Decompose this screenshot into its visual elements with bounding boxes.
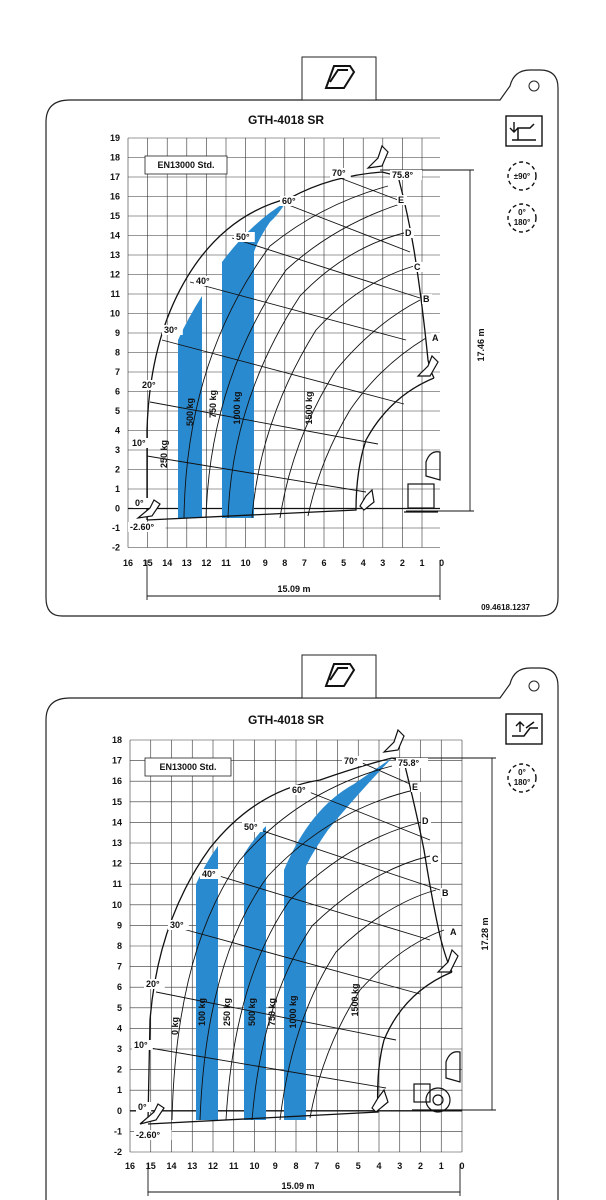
rotation-90-icon (508, 162, 536, 190)
angle-label: 0° (135, 498, 144, 508)
hole-icon (529, 81, 539, 91)
extension-label: A (432, 333, 439, 343)
y-tick-label: 0 (116, 1105, 122, 1116)
x-tick-label: 13 (181, 558, 192, 568)
x-tick-label: 13 (187, 1161, 198, 1171)
rotation-0-180-icon (508, 764, 536, 792)
y-tick-label: 9 (116, 920, 122, 931)
y-tick-label: 10 (111, 899, 122, 910)
x-tick-label: 5 (355, 1161, 361, 1171)
x-tick-label: 11 (228, 1161, 239, 1171)
band-1000kg (284, 758, 392, 1120)
rotation-90-label: ±90° (513, 172, 531, 181)
y-tick-label: 2 (116, 1064, 122, 1075)
angle-label: 40° (196, 276, 210, 286)
hole-icon (529, 681, 539, 691)
band-100kg (196, 846, 218, 1120)
band-1000kg (222, 202, 286, 518)
standard-label-1: EN13000 Std. (157, 160, 215, 170)
angle-label: 20° (146, 979, 160, 989)
x-tick-label: 1 (438, 1161, 444, 1171)
y-tick-label: 6 (116, 982, 122, 993)
extension-label: B (442, 888, 449, 898)
x-tick-label: 6 (321, 558, 327, 568)
x-tick-label: 12 (207, 1161, 219, 1171)
x-tick-label: 9 (272, 1161, 278, 1171)
load-chart-2 (46, 655, 558, 1200)
load-label: 500 kg (247, 997, 257, 1027)
angle-label: 10° (132, 438, 146, 448)
rotation-0-label: 0° (518, 768, 526, 777)
x-tick-label: 7 (314, 1161, 320, 1171)
y-tick-label: 13 (109, 250, 120, 260)
x-tick-label: 3 (397, 1161, 403, 1171)
angle-label: 75.8° (398, 758, 420, 768)
load-chart-1 (46, 57, 558, 616)
y-tick-label: 2 (114, 464, 120, 475)
y-tick-label: -1 (111, 523, 120, 533)
angle-label: 70° (344, 756, 358, 766)
height-label-2: 17.28 m (480, 917, 490, 951)
chart-title-1: GTH-4018 SR (247, 113, 325, 127)
extension-label: B (423, 294, 430, 304)
x-tick-label: 11 (221, 558, 231, 568)
load-label: 100 kg (197, 997, 207, 1027)
angle-labels-2 (132, 756, 428, 1140)
y-tick-label: -2 (113, 1147, 122, 1157)
x-tick-label: 7 (301, 558, 307, 568)
load-label: 750 kg (267, 997, 277, 1027)
rotation-180-label: 180° (513, 778, 531, 787)
y-tick-label: -2 (111, 542, 120, 553)
y-tick-label: 15 (109, 211, 120, 221)
doc-code: 09.4618.1237 (481, 603, 530, 612)
y-tick-label: 12 (111, 858, 122, 869)
angle-label: 50° (236, 232, 250, 242)
y-tick-label: 7 (116, 961, 122, 972)
y-tick-label: 19 (109, 133, 120, 143)
x-tick-label: 4 (376, 1161, 382, 1171)
angle-label: 30° (164, 325, 178, 335)
x-tick-label: 10 (240, 558, 251, 568)
x-tick-label: 8 (293, 1161, 299, 1171)
y-tick-label: 17 (111, 755, 122, 766)
height-label-1: 17.46 m (476, 328, 486, 362)
y-tick-label: 7 (114, 367, 120, 377)
angle-label: 30° (170, 920, 184, 930)
load-label: 500 kg (185, 397, 195, 427)
x-tick-label: 0 (459, 1161, 465, 1171)
x-tick-label: 16 (122, 558, 134, 568)
load-label: 250 kg (159, 439, 169, 469)
load-label: 1500 kg (350, 983, 360, 1017)
y-tick-label: 3 (114, 445, 120, 455)
y-tick-label: 3 (116, 1044, 122, 1054)
stabilizers-down-icon (506, 116, 542, 146)
y-tick-label: 6 (114, 386, 120, 397)
x-tick-label: 12 (201, 558, 212, 568)
attachment-tab (302, 57, 376, 100)
y-tick-label: 10 (109, 308, 120, 319)
x-tick-label: 14 (162, 558, 173, 568)
y-tick-label: 12 (109, 269, 120, 280)
extension-label: D (422, 816, 429, 826)
extension-label: C (414, 262, 421, 272)
extension-label: D (405, 228, 412, 238)
load-label: 1500 kg (304, 391, 314, 425)
y-tick-label: 5 (114, 406, 120, 416)
chart-title-2: GTH-4018 SR (247, 713, 325, 727)
x-tick-label: 6 (334, 1161, 341, 1171)
load-label: 250 kg (222, 997, 232, 1027)
y-tick-label: 1 (114, 484, 120, 494)
angle-label: 60° (292, 785, 306, 795)
angle-label: 20° (142, 380, 156, 390)
y-tick-label: -1 (113, 1126, 122, 1137)
reach-label-2: 15.09 m (281, 1181, 315, 1191)
x-tick-label: 3 (380, 558, 386, 568)
rotation-0-180-icon (508, 204, 536, 232)
y-tick-label: 1 (116, 1085, 122, 1096)
standard-label-2: EN13000 Std. (159, 762, 217, 772)
x-tick-label: 14 (166, 1161, 177, 1171)
y-tick-label: 18 (111, 735, 122, 745)
x-tick-label: 15 (145, 1161, 156, 1171)
y-tick-label: 9 (114, 328, 120, 338)
y-tick-label: 16 (111, 776, 122, 787)
y-tick-label: 8 (114, 347, 120, 358)
load-label: 750 kg (208, 389, 218, 419)
y-tick-label: 4 (114, 425, 120, 436)
x-tick-label: 2 (399, 558, 405, 568)
y-tick-label: 8 (116, 941, 122, 951)
extension-label: E (398, 195, 405, 205)
angle-label: 10° (134, 1040, 148, 1050)
attachment-tab (302, 655, 376, 698)
y-tick-label: 5 (116, 1002, 122, 1013)
angle-label: 0° (138, 1102, 147, 1112)
angle-label: 60° (282, 196, 296, 206)
angle-label: -2.60° (136, 1130, 161, 1140)
load-label: 0 kg (170, 1016, 180, 1036)
machine-icon-2 (412, 1052, 462, 1112)
y-tick-label: 17 (109, 172, 120, 182)
x-tick-label: 5 (341, 558, 347, 568)
angle-label: 50° (244, 822, 258, 832)
x-tick-label: 4 (360, 558, 366, 568)
extension-label: C (432, 854, 439, 864)
x-tick-label: 15 (142, 558, 153, 568)
angle-label: 70° (332, 168, 346, 178)
y-tick-label: 14 (109, 230, 120, 241)
x-tick-label: 9 (262, 558, 268, 568)
y-tick-label: 16 (109, 191, 120, 202)
x-tick-label: 10 (249, 1161, 260, 1171)
x-tick-label: 0 (439, 558, 445, 568)
stabilizers-up-icon (506, 714, 542, 744)
y-tick-label: 11 (110, 289, 120, 299)
x-tick-label: 16 (124, 1161, 136, 1171)
extension-label: A (450, 927, 457, 937)
angle-label: 40° (202, 869, 216, 879)
band-500kg (244, 826, 266, 1120)
reach-label-1: 15.09 m (277, 584, 311, 594)
x-tick-label: 2 (417, 1161, 424, 1171)
angle-label: 75.8° (392, 170, 414, 180)
y-tick-label: 14 (111, 817, 122, 828)
load-bands-2 (196, 758, 392, 1120)
y-tick-label: 4 (116, 1023, 122, 1034)
extension-label: E (412, 782, 419, 792)
y-tick-label: 0 (114, 503, 120, 514)
load-label: 1000 kg (288, 995, 298, 1029)
y-tick-label: 13 (111, 838, 122, 848)
y-tick-label: 11 (112, 879, 122, 890)
rotation-0-label: 0° (518, 208, 526, 217)
y-tick-label: 18 (109, 152, 120, 163)
load-label: 1000 kg (232, 391, 242, 425)
x-tick-label: 8 (282, 558, 288, 568)
y-tick-label: 15 (111, 796, 122, 807)
rotation-180-label: 180° (513, 218, 531, 227)
x-tick-label: 1 (419, 558, 425, 568)
angle-label: -2.60° (130, 522, 155, 532)
